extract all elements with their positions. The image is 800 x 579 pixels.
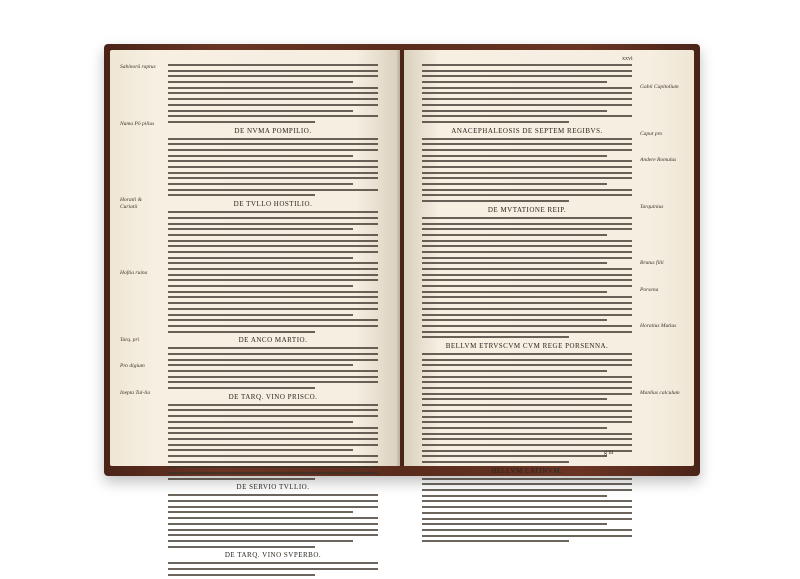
marginal-note: Manlius calculum: [640, 389, 680, 396]
text-line: [168, 110, 353, 112]
text-line: [422, 489, 632, 491]
text-line: [422, 540, 569, 542]
text-line: [168, 319, 378, 321]
right-page: [404, 50, 694, 475]
folio-number: xxvi: [622, 56, 633, 62]
text-line: [168, 461, 378, 463]
text-line: [168, 540, 353, 542]
text-line: [422, 302, 632, 304]
right-text-block: [422, 64, 632, 546]
text-line: [422, 194, 632, 196]
text-line: [168, 455, 378, 457]
text-line: [168, 478, 315, 480]
text-line: [422, 245, 632, 247]
text-line: [168, 223, 378, 225]
text-line: [422, 518, 632, 520]
text-line: [168, 64, 378, 66]
text-line: [422, 398, 607, 400]
text-line: [168, 574, 315, 576]
text-line: [168, 143, 378, 145]
text-line: [168, 257, 353, 259]
text-line: [422, 364, 632, 366]
text-line: [168, 438, 378, 440]
text-line: [422, 285, 632, 287]
text-line: [168, 376, 378, 378]
text-line: [422, 512, 632, 514]
section-heading: DE NVMA POMPILIO.: [234, 126, 312, 135]
text-line: [422, 268, 632, 270]
text-line: [422, 75, 632, 77]
text-line: [168, 534, 378, 536]
text-line: [422, 376, 632, 378]
text-line: [168, 104, 378, 106]
section-heading: ANACEPHALEOSIS DE SEPTEM REGIBVS.: [451, 126, 603, 135]
text-line: [168, 494, 378, 496]
text-line: [168, 409, 378, 411]
text-line: [422, 319, 607, 321]
text-line: [168, 472, 378, 474]
text-line: [422, 81, 607, 83]
marginal-note: Tarquinius: [640, 203, 664, 210]
text-line: [168, 427, 378, 429]
text-line: [168, 359, 378, 361]
text-line: [422, 535, 632, 537]
text-line: [168, 234, 378, 236]
text-line: [168, 432, 378, 434]
text-line: [422, 314, 632, 316]
marginal-note: Horatius Mutius: [640, 323, 677, 329]
text-line: [168, 98, 378, 100]
text-line: [422, 404, 632, 406]
text-line: [422, 296, 632, 298]
text-line: [422, 421, 632, 423]
text-line: [168, 183, 353, 185]
text-line: [422, 433, 632, 435]
text-line: [422, 177, 632, 179]
text-line: [168, 245, 378, 247]
text-line: [422, 228, 632, 230]
text-line: [422, 325, 632, 327]
text-line: [168, 421, 353, 423]
text-line: [168, 251, 378, 253]
text-line: [422, 183, 607, 185]
text-line: [422, 217, 632, 219]
text-line: [168, 177, 378, 179]
text-line: [422, 172, 632, 174]
marginal-note: Tarq. pri: [120, 336, 140, 343]
text-line: [168, 523, 378, 525]
text-line: [168, 506, 378, 508]
text-line: [168, 370, 378, 372]
text-line: [422, 223, 632, 225]
text-line: [168, 217, 378, 219]
text-line: [168, 92, 378, 94]
text-line: [422, 92, 632, 94]
text-line: [422, 257, 632, 259]
text-line: [168, 353, 378, 355]
section-heading: DE SERVIO TVLLIO.: [236, 483, 310, 492]
text-line: [422, 353, 632, 355]
text-line: [422, 523, 607, 525]
marginal-note: Gabii Capitolium: [640, 84, 679, 90]
text-line: [168, 240, 378, 242]
text-line: [168, 511, 353, 513]
text-line: [168, 500, 378, 502]
text-line: [422, 381, 632, 383]
text-line: [422, 138, 632, 140]
text-line: [422, 200, 569, 202]
text-line: [422, 495, 607, 497]
text-line: [422, 500, 632, 502]
text-line: [168, 325, 378, 327]
text-line: [168, 121, 315, 123]
left-page: [110, 50, 400, 560]
text-line: [422, 279, 632, 281]
text-line: [168, 529, 378, 531]
text-line: [168, 449, 353, 451]
marginal-note: Inepta Tul-lia: [120, 389, 151, 396]
section-heading: DE TVLLO HOSTILIO.: [233, 200, 313, 209]
text-line: [168, 331, 315, 333]
marginal-note: Pro digium: [120, 363, 145, 369]
text-line: [422, 98, 632, 100]
text-line: [168, 562, 378, 564]
text-line: [422, 529, 632, 531]
text-line: [168, 308, 378, 310]
text-line: [422, 461, 569, 463]
marginal-note: Horatii & Curiatii: [120, 197, 142, 210]
text-line: [168, 172, 378, 174]
text-line: [168, 70, 378, 72]
text-line: [422, 455, 607, 457]
text-line: [422, 64, 632, 66]
text-line: [422, 308, 632, 310]
text-line: [422, 251, 632, 253]
left-marginalia: [120, 64, 160, 400]
text-line: [422, 444, 632, 446]
text-line: [422, 393, 632, 395]
text-line: [422, 410, 632, 412]
text-line: [422, 149, 632, 151]
text-line: [422, 234, 607, 236]
text-line: [168, 87, 378, 89]
text-line: [422, 438, 632, 440]
text-line: [168, 404, 378, 406]
text-line: [422, 121, 569, 123]
text-line: [422, 155, 607, 157]
text-line: [422, 450, 632, 452]
open-book: [104, 44, 700, 560]
section-heading: BELLVM ETRVSCVM CVM REGE PORSENNA.: [445, 341, 609, 350]
text-line: [422, 240, 632, 242]
text-line: [422, 478, 632, 480]
text-line: [422, 160, 632, 162]
marginal-note: Numa Pō pilius: [120, 120, 155, 127]
text-line: [168, 546, 315, 548]
text-line: [168, 444, 378, 446]
section-heading: DE TARQ. VINO SVPERBO.: [224, 551, 322, 560]
section-heading: BELLVM LATINVM.: [491, 466, 563, 475]
text-line: [168, 517, 378, 519]
text-line: [168, 115, 378, 117]
text-line: [168, 314, 353, 316]
right-marginalia: [640, 64, 680, 400]
text-line: [168, 138, 378, 140]
marginal-note: Brutus filii: [640, 260, 664, 266]
text-line: [168, 296, 378, 298]
marginal-note: Hoſtia ruina: [120, 270, 148, 276]
text-line: [422, 370, 607, 372]
section-heading: DE MVTATIONE REIP.: [487, 205, 567, 214]
text-line: [168, 75, 378, 77]
text-line: [168, 302, 378, 304]
text-line: [422, 416, 632, 418]
text-line: [422, 331, 632, 333]
text-line: [422, 387, 632, 389]
text-line: [168, 274, 378, 276]
text-line: [168, 285, 353, 287]
text-line: [168, 155, 353, 157]
text-line: [422, 262, 607, 264]
text-line: [422, 359, 632, 361]
text-line: [422, 166, 632, 168]
text-line: [168, 262, 378, 264]
text-line: [168, 194, 315, 196]
text-line: [168, 387, 315, 389]
text-line: [422, 189, 632, 191]
text-line: [422, 506, 632, 508]
text-line: [422, 336, 569, 338]
text-line: [168, 568, 378, 570]
left-text-block: [168, 64, 378, 579]
text-line: [422, 115, 632, 117]
marginal-note: Caput pro: [640, 130, 663, 137]
section-heading: DE TARQ. VINO PRISCO.: [228, 392, 318, 401]
text-line: [168, 291, 378, 293]
text-line: [168, 364, 353, 366]
text-line: [168, 81, 353, 83]
signature-mark: g iii: [604, 450, 614, 456]
text-line: [422, 104, 632, 106]
text-line: [168, 381, 378, 383]
text-line: [422, 110, 607, 112]
section-heading: DE ANCO MARTIO.: [238, 336, 308, 345]
text-line: [422, 274, 632, 276]
marginal-note: Porsena: [640, 286, 659, 293]
text-line: [422, 427, 607, 429]
text-line: [422, 143, 632, 145]
text-line: [168, 228, 353, 230]
text-line: [168, 189, 378, 191]
marginal-note: Andere Romulus: [640, 157, 677, 163]
text-line: [168, 149, 378, 151]
text-line: [168, 279, 378, 281]
text-line: [422, 291, 607, 293]
text-line: [168, 160, 378, 162]
text-line: [168, 347, 378, 349]
text-line: [168, 415, 378, 417]
text-line: [168, 268, 378, 270]
text-line: [168, 211, 378, 213]
marginal-note: Sabinorū raptus: [120, 64, 156, 70]
text-line: [422, 87, 632, 89]
text-line: [422, 70, 632, 72]
text-line: [422, 483, 632, 485]
text-line: [168, 166, 378, 168]
text-line: [168, 466, 378, 468]
